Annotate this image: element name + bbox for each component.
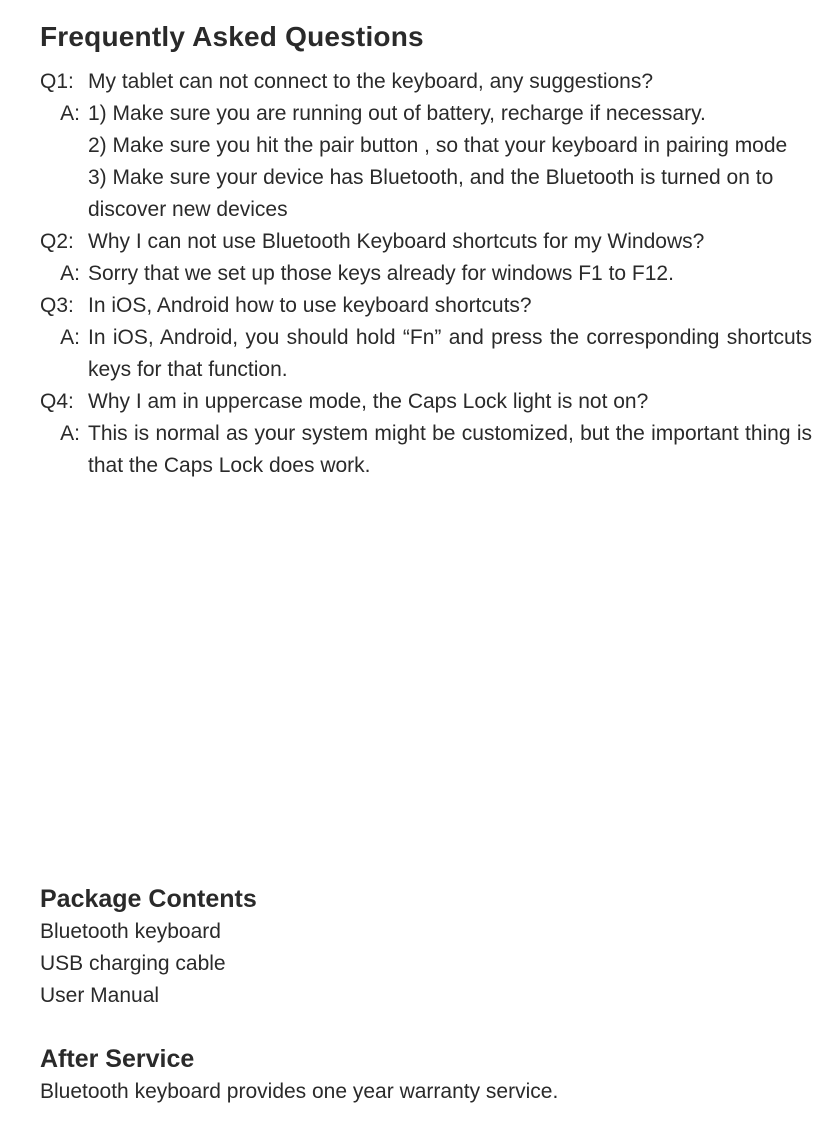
package-item: USB charging cable (40, 952, 226, 975)
faq-question-2 (40, 226, 812, 258)
question-text: My tablet can not connect to the keyboard, any suggestions? (88, 70, 654, 93)
answer-label: A: (60, 262, 80, 285)
faq-answer-1 (40, 98, 812, 226)
faq-question-4 (40, 386, 812, 418)
question-text: In iOS, Android how to use keyboard shortcuts? (88, 294, 532, 317)
faq-answer-2 (40, 258, 812, 290)
answer-text: This is normal as your system might be customized, but the important thing is that the Caps Lock does work. (88, 422, 812, 477)
answer-text (88, 98, 812, 226)
question-label: Q4: (40, 390, 74, 413)
answer-step-3: 3) Make sure your device has Bluetooth, and the Bluetooth is turned on to discover new devices (88, 166, 774, 221)
answer-text: In iOS, Android, you should hold “Fn” and press the corresponding shortcuts keys for that function. (88, 326, 812, 381)
package-item: Bluetooth keyboard (40, 920, 221, 943)
answer-step-2: 2) Make sure you hit the pair button , so that your keyboard in pairing mode (88, 134, 788, 157)
question-label: Q2: (40, 230, 74, 253)
after-service-title: After Service (40, 1045, 195, 1073)
answer-label: A: (60, 102, 80, 125)
question-label: Q1: (40, 70, 74, 93)
package-item: User Manual (40, 984, 160, 1007)
package-contents-section (40, 882, 812, 1012)
answer-label: A: (60, 326, 80, 349)
faq-answer-4 (40, 418, 812, 482)
answer-label: A: (60, 422, 80, 445)
faq-answer-3 (40, 322, 812, 386)
faq-question-1 (40, 66, 812, 98)
question-label: Q3: (40, 294, 74, 317)
package-contents-title: Package Contents (40, 885, 257, 913)
answer-text: Sorry that we set up those keys already for windows F1 to F12. (88, 262, 674, 285)
faq-title: Frequently Asked Questions (40, 21, 424, 52)
faq-section (40, 18, 812, 482)
after-service-text: Bluetooth keyboard provides one year warranty service. (40, 1080, 559, 1103)
answer-step-1: 1) Make sure you are running out of battery, recharge if necessary. (88, 102, 706, 125)
after-service-section (40, 1042, 812, 1108)
question-text: Why I am in uppercase mode, the Caps Lock light is not on? (88, 390, 649, 413)
question-text: Why I can not use Bluetooth Keyboard shortcuts for my Windows? (88, 230, 705, 253)
faq-question-3 (40, 290, 812, 322)
